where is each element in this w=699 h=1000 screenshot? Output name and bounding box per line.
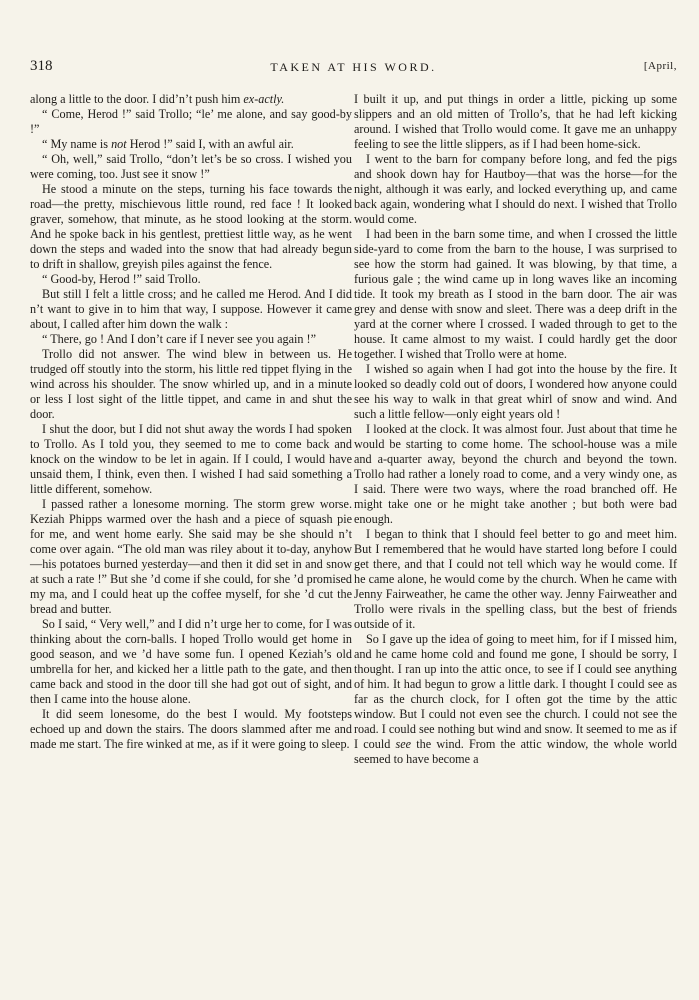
text-run: I had been in the barn some time, and when I crossed the little side-yard to come from the barn to the house, I was surprised to see how the storm had gained. It was blowing, by that time, a furious gale ; the wind came up in long waves like an incoming tide. It took my breath as I stood in the barn door. The air was grey and dense with snow and sleet. There was a deep drift in the yard at the corner where I crossed. I waded through to get to the house. It came almost to my waist. I could hardly get the door together. I wished that Trollo were at home. bbox=[354, 227, 677, 361]
paragraph bbox=[30, 137, 352, 152]
paragraph bbox=[30, 182, 352, 272]
text-run: So I gave up the idea of going to meet him, for if I missed him, and he came home cold and found me gone, I should be sorry, I thought. I ran up into the attic once, to see if I could see anything of him. It had begun to grow a little dark. I thought I could see as far as the church clock, for I often got the time by the attic window. But I could not even see the church. I could not see the road. I could see nothing but wind and snow. It seemed to me as if I could bbox=[354, 632, 677, 751]
text-run: Trollo did not answer. The wind blew in between us. He trudged off stoutly into the storm, his little red tippet flying in the wind across his shoulder. The snow whirled up, and in a minute or less I lost sight of the little tippet, and came in and shut the door. bbox=[30, 347, 352, 421]
running-title: TAKEN AT HIS WORD. bbox=[270, 60, 437, 74]
paragraph bbox=[354, 422, 677, 527]
paragraph bbox=[354, 527, 677, 632]
paragraph bbox=[30, 707, 352, 752]
text-run: “ My name is bbox=[42, 137, 112, 151]
paragraph bbox=[354, 362, 677, 422]
left-text-column bbox=[30, 92, 352, 752]
paragraph bbox=[30, 152, 352, 182]
running-month: [April, bbox=[643, 60, 677, 72]
italic-text: ex-actly. bbox=[243, 92, 285, 106]
italic-text: see bbox=[395, 737, 412, 751]
text-run: “ Good-by, Herod !” said Trollo. bbox=[42, 272, 201, 286]
text-run: I shut the door, but I did not shut away the words I had spoken to Trollo. As I told you, they seemed to me to come back and knock on the window to be let in again. If I could, I would have unsaid them, I think, even then. I wished I had said something a little different, somehow. bbox=[30, 422, 352, 496]
text-run: I went to the barn for company before long, and fed the pigs and shook down hay for Hautboy—that was the horse—for the night, although it was early, and locked everything up, and came back again, wondering what I should do next. I wished that Trollo would come. bbox=[354, 152, 677, 226]
paragraph bbox=[30, 617, 352, 707]
paragraph bbox=[30, 497, 352, 617]
paragraph bbox=[30, 92, 352, 107]
paragraph bbox=[354, 152, 677, 227]
text-run: But still I felt a little cross; and he called me Herod. And I did n’t want to give in to him that way, I suppose. However it came about, I called after him down the walk : bbox=[30, 287, 352, 331]
text-run: So I said, “ Very well,” and I did n’t urge her to come, for I was thinking about the corn-balls. I hoped Trollo would get home in good season, and we ’d have some fun. I opened Keziah’s old umbrella for her, and kicked her a little path to the gate, and then came back and stood in the door till she had got out of sight, and then I came into the house alone. bbox=[30, 617, 352, 706]
text-run: “ There, go ! And I don’t care if I never see you again !” bbox=[42, 332, 316, 346]
paragraph bbox=[354, 227, 677, 362]
paragraph bbox=[30, 332, 352, 347]
paragraph bbox=[354, 92, 677, 152]
paragraph bbox=[30, 422, 352, 497]
paragraph bbox=[354, 632, 677, 767]
text-run: Herod !” said I, with an awful air. bbox=[126, 137, 294, 151]
running-header bbox=[30, 58, 677, 78]
text-run: I began to think that I should feel better to go and meet him. But I remembered that he would have started long before I could get there, and that I could not tell which way he would come. If he came alone, he would come by the church. When he came with Jenny Fairweather, he came the other way. Jenny Fairweather and Trollo were rivals in the spelling class, but the best of friends outside of it. bbox=[354, 527, 677, 631]
italic-text: not bbox=[111, 137, 127, 151]
text-run: “ Come, Herod !” said Trollo; “le’ me alone, and say good-by !” bbox=[30, 107, 352, 136]
text-run: “ Oh, well,” said Trollo, “don’t let’s be so cross. I wished you were coming, too. Just see it snow !” bbox=[30, 152, 352, 181]
text-run: It did seem lonesome, do the best I would. My footsteps echoed up and down the stairs. The doors slammed after me and made me start. The fire winked at me, as if it were going to sleep. bbox=[30, 707, 352, 751]
paragraph bbox=[30, 107, 352, 137]
text-run: the wind. From the attic window, the whole world seemed to have become a bbox=[354, 737, 677, 766]
text-run: He stood a minute on the steps, turning his face towards the road—the pretty, mischievous little round, red face ! It looked graver, somehow, that minute, as he stood looking at the storm. And he spoke back in his gentlest, prettiest little way, as he went down the steps and waded into the snow that had already begun to drift in shallow, greyish piles against the fence. bbox=[30, 182, 352, 271]
text-run: I built it up, and put things in order a little, picking up some slippers and an old mitten of Trollo’s, that he had left kicking around. I wished that Trollo would come. It gave me an unhappy feeling to see the little slippers, as if I had been home-sick. bbox=[354, 92, 677, 151]
page-number: 318 bbox=[30, 58, 53, 74]
paragraph bbox=[30, 347, 352, 422]
text-run: I wished so again when I had got into the house by the fire. It looked so deadly cold out of doors, I wondered how anyone could see his way to walk in that great whirl of snow and wind. And such a little fellow—only eight years old ! bbox=[354, 362, 677, 421]
text-run: I passed rather a lonesome morning. The storm grew worse. Keziah Phipps warmed over the hash and a piece of squash pie for me, and went home early. She said may be she should n’t come over again. “The old man was riley about it to-day, anyhow—his potatoes burned yesterday—and then it did set in and snow at such a rate !” But she ’d come if she could, for she ’d promised my ma, and I could heat up the coffee myself, for she ’d cut the bread and butter. bbox=[30, 497, 352, 616]
text-run: I looked at the clock. It was almost four. Just about that time he would be starting to come home. The school-house was a mile and a-quarter away, beyond the church and beyond the town. Trollo had rather a lonely road to come, and a very windy one, as I said. There were two ways, where the road branched off. He might take one or he might take another ; but both were bad enough. bbox=[354, 422, 677, 526]
paragraph bbox=[30, 287, 352, 332]
paragraph bbox=[30, 272, 352, 287]
text-run: along a little to the door. I did’n’t push him bbox=[30, 92, 244, 106]
right-text-column bbox=[354, 92, 677, 767]
